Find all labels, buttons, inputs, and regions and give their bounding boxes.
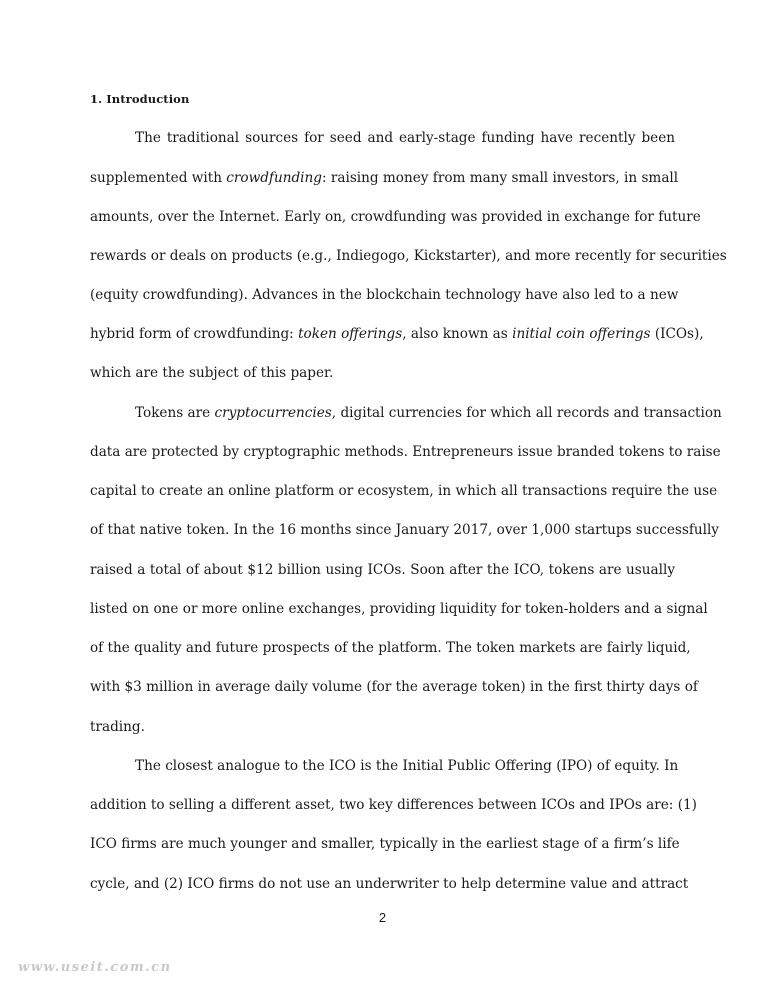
text-run: with $3 million in average daily volume (for the average token) in the first thirty days of [90,679,698,695]
text-run: The closest analogue to the ICO is the Initial Public Offering (IPO) of equity. In [135,758,679,774]
text-run: addition to selling a different asset, two key differences between ICOs and IPOs are: (1) [90,797,697,813]
italic-term: cryptocurrencies [214,405,332,421]
text-line [90,874,689,894]
text-run: of that native token. In the 16 months since January 2017, over 1,000 startups successfully [90,522,719,538]
italic-term: token offerings [298,326,403,342]
section-heading: 1. Introduction [90,92,190,106]
text-line [90,285,679,305]
text-run: , digital currencies for which all records and transaction [331,405,722,421]
text-run: listed on one or more online exchanges, providing liquidity for token-holders and a signal [90,601,708,617]
text-run: ICO firms are much younger and smaller, typically in the earliest stage of a firm’s life [90,836,680,852]
text-line [135,756,679,776]
text-line [90,246,727,266]
text-run: of the quality and future prospects of the platform. The token markets are fairly liquid, [90,640,691,656]
text-line [135,403,722,423]
text-line [90,717,675,737]
text-line [90,795,697,815]
watermark: www.useit.com.cn [18,960,172,975]
text-run: (equity crowdfunding). Advances in the blockchain technology have also led to a new [90,287,679,303]
italic-term: crowdfunding [226,170,322,186]
text-run: raised a total of about $12 billion using ICOs. Soon after the ICO, tokens are usually [90,562,675,578]
text-run: trading. [90,719,145,735]
text-line [135,128,675,148]
text-run: (ICOs), [650,326,704,342]
text-line [90,677,698,697]
text-line [90,168,679,188]
text-run: rewards or deals on products (e.g., Indiegogo, Kickstarter), and more recently for securities [90,248,727,264]
text-line [90,324,704,344]
text-line [90,834,680,854]
text-run: , also known as [402,326,513,342]
text-run: hybrid form of crowdfunding: [90,326,299,342]
text-line [90,520,719,540]
text-line [90,442,721,462]
text-line [90,599,708,619]
text-run: : raising money from many small investors, in small [321,170,679,186]
italic-term: initial coin offerings [512,326,651,342]
text-run: The traditional sources for seed and early-stage funding have recently been [135,130,675,146]
text-run: capital to create an online platform or ecosystem, in which all transactions require the use [90,483,718,499]
text-line [90,207,701,227]
text-line [90,638,691,658]
text-line [90,481,718,501]
text-line [90,363,675,383]
text-run: which are the subject of this paper. [90,365,334,381]
text-run: amounts, over the Internet. Early on, crowdfunding was provided in exchange for future [90,209,701,225]
text-run: data are protected by cryptographic methods. Entrepreneurs issue branded tokens to raise [90,444,721,460]
text-line [90,560,675,580]
text-run: supplemented with [90,170,227,186]
text-run: Tokens are [135,405,215,421]
page-number: 2 [378,910,387,925]
text-run: cycle, and (2) ICO firms do not use an underwriter to help determine value and attract [90,876,689,892]
